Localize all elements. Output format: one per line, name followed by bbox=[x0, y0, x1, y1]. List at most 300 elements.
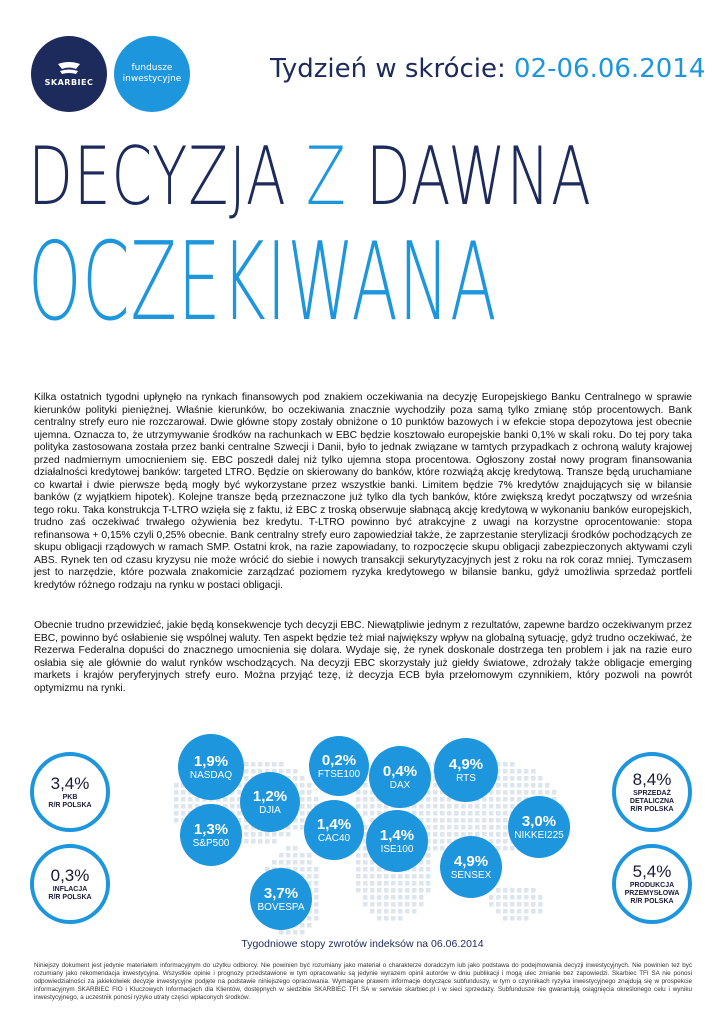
map-dot bbox=[356, 853, 361, 858]
map-dot bbox=[356, 888, 361, 893]
map-dot bbox=[307, 797, 312, 802]
skarbiec-logo-mark-icon bbox=[54, 62, 84, 76]
map-dot bbox=[489, 825, 494, 830]
map-dot bbox=[496, 832, 501, 837]
map-dot bbox=[363, 797, 368, 802]
map-dot bbox=[258, 832, 263, 837]
map-dot bbox=[510, 783, 515, 788]
map-dot bbox=[524, 783, 529, 788]
headline-word-z: Z bbox=[305, 130, 347, 223]
map-dot bbox=[356, 881, 361, 886]
stat-gdp-label1: PKB bbox=[62, 794, 78, 801]
map-dot bbox=[489, 797, 494, 802]
map-dot bbox=[524, 916, 529, 921]
map-dot bbox=[314, 797, 319, 802]
map-dot bbox=[244, 762, 249, 767]
stat-retail-label3: R/R POLSKA bbox=[630, 806, 674, 813]
map-dot bbox=[300, 804, 305, 809]
headline-line-2: OCZEKIWANA bbox=[28, 220, 498, 345]
map-dot bbox=[419, 881, 424, 886]
map-dot bbox=[419, 895, 424, 900]
map-dot bbox=[279, 762, 284, 767]
map-dot bbox=[391, 888, 396, 893]
map-dot bbox=[496, 825, 501, 830]
skarbiec-logo bbox=[31, 36, 107, 112]
map-dot bbox=[181, 804, 186, 809]
index-value-ise100: 1,4% bbox=[379, 826, 415, 844]
map-dot bbox=[461, 818, 466, 823]
map-dot bbox=[314, 902, 319, 907]
map-dot bbox=[517, 888, 522, 893]
map-dot bbox=[398, 902, 403, 907]
map-dot bbox=[307, 867, 312, 872]
map-dot bbox=[531, 888, 536, 893]
map-dot bbox=[433, 846, 438, 851]
index-value-bovespa: 3,7% bbox=[263, 884, 299, 902]
map-dot bbox=[412, 909, 417, 914]
map-dot bbox=[496, 797, 501, 802]
map-dot bbox=[377, 902, 382, 907]
map-dot bbox=[426, 888, 431, 893]
map-dot bbox=[398, 916, 403, 921]
map-dot bbox=[510, 902, 515, 907]
map-dot bbox=[433, 804, 438, 809]
map-dot bbox=[265, 762, 270, 767]
headline-line-1 bbox=[28, 130, 592, 223]
map-dot bbox=[230, 797, 235, 802]
map-dot bbox=[412, 874, 417, 879]
index-value-dax: 0,4% bbox=[382, 762, 418, 780]
map-dot bbox=[307, 783, 312, 788]
map-dot bbox=[545, 783, 550, 788]
map-dot bbox=[426, 881, 431, 886]
map-dot bbox=[314, 895, 319, 900]
map-dot bbox=[482, 797, 487, 802]
logo-sub-line2: inwestycyjne bbox=[122, 74, 182, 84]
map-dot bbox=[314, 888, 319, 893]
map-dot bbox=[293, 825, 298, 830]
map-dot bbox=[454, 825, 459, 830]
map-dot bbox=[279, 930, 284, 935]
map-dot bbox=[517, 895, 522, 900]
map-dot bbox=[363, 804, 368, 809]
map-dot bbox=[391, 874, 396, 879]
map-dot bbox=[307, 874, 312, 879]
map-dot bbox=[377, 916, 382, 921]
map-dot bbox=[391, 902, 396, 907]
map-dot bbox=[489, 811, 494, 816]
map-dot bbox=[370, 867, 375, 872]
map-dot bbox=[384, 888, 389, 893]
map-dot bbox=[454, 818, 459, 823]
map-dot bbox=[510, 797, 515, 802]
headline-word-decyzja: DECYZJA bbox=[28, 130, 306, 223]
map-dot bbox=[496, 839, 501, 844]
map-dot bbox=[188, 804, 193, 809]
map-dot bbox=[538, 776, 543, 781]
map-dot bbox=[174, 818, 179, 823]
index-name-sensex: SENSEX bbox=[450, 869, 492, 881]
map-dot bbox=[552, 790, 557, 795]
map-dot bbox=[356, 867, 361, 872]
map-dot bbox=[181, 811, 186, 816]
index-name-ftse100: FTSE100 bbox=[317, 768, 361, 780]
index-name-ise100: ISE100 bbox=[380, 843, 414, 855]
map-dot bbox=[363, 888, 368, 893]
map-dot bbox=[286, 860, 291, 865]
map-dot bbox=[475, 811, 480, 816]
map-dot bbox=[482, 832, 487, 837]
map-dot bbox=[412, 888, 417, 893]
map-dot bbox=[503, 846, 508, 851]
map-dot bbox=[503, 783, 508, 788]
map-dot bbox=[181, 790, 186, 795]
map-dot bbox=[244, 832, 249, 837]
map-dot bbox=[454, 811, 459, 816]
map-dot bbox=[370, 874, 375, 879]
map-dot bbox=[356, 874, 361, 879]
map-dot bbox=[440, 818, 445, 823]
map-dot bbox=[174, 783, 179, 788]
map-dot bbox=[517, 916, 522, 921]
map-dot bbox=[433, 790, 438, 795]
map-dot bbox=[384, 895, 389, 900]
map-dot bbox=[517, 909, 522, 914]
map-dot bbox=[503, 769, 508, 774]
map-dot bbox=[272, 860, 277, 865]
map-dot bbox=[314, 867, 319, 872]
map-dot bbox=[405, 881, 410, 886]
map-dot bbox=[377, 881, 382, 886]
map-dot bbox=[496, 888, 501, 893]
map-dot bbox=[489, 902, 494, 907]
map-dot bbox=[524, 790, 529, 795]
map-dot bbox=[405, 902, 410, 907]
map-dot bbox=[412, 902, 417, 907]
map-dot bbox=[510, 769, 515, 774]
map-dot bbox=[300, 923, 305, 928]
map-dot bbox=[384, 902, 389, 907]
map-dot bbox=[538, 790, 543, 795]
index-bubble-ftse100 bbox=[309, 736, 369, 796]
map-dot bbox=[356, 804, 361, 809]
map-dot bbox=[181, 797, 186, 802]
map-dot bbox=[307, 860, 312, 865]
map-dot bbox=[377, 909, 382, 914]
map-dot bbox=[363, 867, 368, 872]
map-dot bbox=[377, 895, 382, 900]
map-dot bbox=[293, 860, 298, 865]
map-dot bbox=[384, 881, 389, 886]
map-dot bbox=[230, 804, 235, 809]
index-name-rts: RTS bbox=[456, 772, 476, 784]
map-dot bbox=[531, 776, 536, 781]
map-dot bbox=[440, 804, 445, 809]
index-bubble-rts bbox=[434, 738, 498, 802]
map-dot bbox=[426, 825, 431, 830]
map-dot bbox=[293, 846, 298, 851]
map-dot bbox=[300, 860, 305, 865]
map-dot bbox=[510, 895, 515, 900]
index-value-sp500: 1,3% bbox=[193, 820, 229, 838]
map-dot bbox=[307, 916, 312, 921]
map-dot bbox=[363, 783, 368, 788]
map-dot bbox=[370, 895, 375, 900]
index-name-sp500: S&P500 bbox=[192, 837, 230, 849]
map-dot bbox=[174, 797, 179, 802]
map-dot bbox=[496, 783, 501, 788]
map-dot bbox=[398, 888, 403, 893]
map-dot bbox=[489, 804, 494, 809]
map-dot bbox=[475, 818, 480, 823]
map-dot bbox=[412, 881, 417, 886]
index-value-sensex: 4,9% bbox=[453, 852, 489, 870]
stat-inflation-value: 0,3% bbox=[50, 866, 90, 885]
map-dot bbox=[433, 811, 438, 816]
map-dot bbox=[538, 895, 543, 900]
map-dot bbox=[314, 881, 319, 886]
map-dot bbox=[300, 776, 305, 781]
map-dot bbox=[524, 776, 529, 781]
map-dot bbox=[503, 797, 508, 802]
map-dot bbox=[223, 797, 228, 802]
map-dot bbox=[279, 832, 284, 837]
stat-gdp-ring bbox=[30, 752, 110, 832]
map-dot bbox=[363, 860, 368, 865]
map-dot bbox=[174, 804, 179, 809]
map-dot bbox=[482, 825, 487, 830]
map-dot bbox=[510, 888, 515, 893]
map-dot bbox=[265, 832, 270, 837]
map-dot bbox=[489, 818, 494, 823]
map-dot bbox=[419, 874, 424, 879]
map-dot bbox=[307, 853, 312, 858]
stat-retail-ring bbox=[612, 752, 692, 832]
map-dot bbox=[433, 818, 438, 823]
headline-word-dawna: DAWNA bbox=[346, 130, 592, 223]
map-dot bbox=[531, 769, 536, 774]
map-dot bbox=[538, 909, 543, 914]
map-dot bbox=[405, 895, 410, 900]
map-dot bbox=[447, 825, 452, 830]
map-dot bbox=[531, 783, 536, 788]
map-dot bbox=[370, 881, 375, 886]
index-bubble-cac40 bbox=[304, 800, 364, 860]
map-dot bbox=[370, 804, 375, 809]
map-dot bbox=[531, 895, 536, 900]
map-dot bbox=[244, 839, 249, 844]
map-dot bbox=[363, 881, 368, 886]
index-bubble-sp500 bbox=[180, 804, 242, 866]
map-dot bbox=[524, 888, 529, 893]
map-dot bbox=[419, 902, 424, 907]
map-dot bbox=[412, 895, 417, 900]
map-dot bbox=[503, 902, 508, 907]
map-dot bbox=[405, 874, 410, 879]
index-name-djia: DJIA bbox=[259, 804, 281, 816]
map-dot bbox=[524, 769, 529, 774]
map-dot bbox=[370, 888, 375, 893]
map-dot bbox=[503, 818, 508, 823]
map-dot bbox=[356, 790, 361, 795]
stat-inflation-ring bbox=[30, 844, 110, 924]
stat-industry-label3: R/R POLSKA bbox=[630, 898, 674, 905]
map-dot bbox=[377, 888, 382, 893]
map-dot bbox=[531, 909, 536, 914]
map-dot bbox=[538, 783, 543, 788]
map-dot bbox=[363, 902, 368, 907]
map-dot bbox=[286, 853, 291, 858]
map-dot bbox=[496, 909, 501, 914]
map-dot bbox=[517, 790, 522, 795]
logo-brand-name: SKARBIEC bbox=[44, 77, 94, 87]
map-dot bbox=[496, 895, 501, 900]
stat-gdp-value: 3,4% bbox=[50, 774, 90, 793]
map-dot bbox=[286, 930, 291, 935]
map-dot bbox=[300, 783, 305, 788]
index-name-nikkei225: NIKKEI225 bbox=[514, 829, 564, 841]
map-dot bbox=[426, 804, 431, 809]
map-dot bbox=[300, 797, 305, 802]
map-dot bbox=[300, 930, 305, 935]
fundusze-badge bbox=[114, 36, 190, 112]
map-dot bbox=[398, 874, 403, 879]
map-dot bbox=[251, 832, 256, 837]
map-dot bbox=[370, 909, 375, 914]
map-dot bbox=[363, 811, 368, 816]
map-dot bbox=[482, 811, 487, 816]
map-dot bbox=[447, 811, 452, 816]
map-dot bbox=[300, 867, 305, 872]
index-value-cac40: 1,4% bbox=[316, 815, 352, 833]
map-dot bbox=[517, 902, 522, 907]
map-dot bbox=[440, 811, 445, 816]
map-dot bbox=[503, 832, 508, 837]
map-dot bbox=[503, 895, 508, 900]
map-dot bbox=[461, 825, 466, 830]
map-dot bbox=[447, 832, 452, 837]
week-dates: 02-06.06.2014 bbox=[514, 54, 706, 84]
map-dot bbox=[468, 804, 473, 809]
map-dot bbox=[538, 902, 543, 907]
map-dot bbox=[293, 776, 298, 781]
map-dot bbox=[517, 783, 522, 788]
map-dot bbox=[174, 790, 179, 795]
stat-retail-label2: DETALICZNA bbox=[629, 798, 675, 805]
map-dot bbox=[517, 769, 522, 774]
map-dot bbox=[433, 839, 438, 844]
map-dot bbox=[391, 916, 396, 921]
map-dot bbox=[517, 776, 522, 781]
index-name-bovespa: BOVESPA bbox=[257, 901, 305, 913]
map-dot bbox=[524, 895, 529, 900]
map-dot bbox=[426, 797, 431, 802]
legal-disclaimer: Niniejszy dokument jest jedynie materiałem informacyjnym do użytku odbiorcy. Nie powinien być rozumiany jako materiał o charakterze doradczym lub jako podstawa do podejmowania decyzji inwestycyjnych. Nie powinien też być rozumiany jako rekomendacja inwestycyjna. Wszystkie opinie i prognozy przedstawione w tym opracowaniu są jedynie wyrazem opinii autorów w dniu publikacji i mogą ulec zmianie bez zapowiedzi. Skarbiec TFI SA nie ponosi odpowiedzialności za jakiekolwiek decyzje inwestycyjne podjęte na podstawie niniejszego opracowania. Wymagane prawem informacje dotyczące subfunduszy, w tym o czynnikach ryzyka inwestycyjnego znajdują się w prospekcie informacyjnym SKARBIEC FIO i Kluczowych Informacjach dla Klientów, dostępnych w siedzibie SKARBIEC TFI SA w serwisie skarbiec.pl i w sieci sprzedaży. Subfundusze nie gwarantują osiągnięcia określonego celu i wyniku inwestycyjnego, a uczestnik ponosi ryzyko utraty części wpłaconych środków. bbox=[34, 962, 692, 1001]
map-dot bbox=[174, 811, 179, 816]
map-dot bbox=[524, 902, 529, 907]
index-value-djia: 1,2% bbox=[252, 787, 288, 805]
map-dot bbox=[293, 769, 298, 774]
index-name-nasdaq: NASDAQ bbox=[189, 769, 233, 781]
map-dot bbox=[545, 790, 550, 795]
map-dot bbox=[419, 867, 424, 872]
index-bubble-ise100 bbox=[366, 810, 428, 872]
map-dot bbox=[503, 790, 508, 795]
map-dot bbox=[286, 832, 291, 837]
map-dot bbox=[510, 790, 515, 795]
map-dot bbox=[314, 874, 319, 879]
map-dot bbox=[433, 825, 438, 830]
map-dot bbox=[293, 930, 298, 935]
map-dot bbox=[307, 790, 312, 795]
map-dot bbox=[384, 909, 389, 914]
map-dot bbox=[286, 769, 291, 774]
index-value-ftse100: 0,2% bbox=[321, 751, 357, 769]
map-dot bbox=[188, 797, 193, 802]
map-dot bbox=[503, 776, 508, 781]
map-dot bbox=[286, 846, 291, 851]
map-dot bbox=[468, 818, 473, 823]
map-dot bbox=[426, 818, 431, 823]
map-dot bbox=[510, 846, 515, 851]
map-dot bbox=[307, 804, 312, 809]
article-paragraph-1: Kilka ostatnich tygodni upłynęło na rynkach finansowych pod znakiem oczekiwania na decyzję Europejskiego Banku Centralnego w sprawie kierunków polityki pieniężnej. Właśnie kierunków, bo oczekiwania znacznie wychodziły poza samą tylko zmianę stóp procentowych. Bank centralny strefy euro nie rozczarował. Dwie główne stopy zostały obniżone o 10 punktów bazowych i w efekcie stopa depozytowa jest obecnie ujemna. Oznacza to, że utrzymywanie środków na rachunkach w EBC będzie kosztowało europejskie banki 0,1% w skali roku. Do tej pory taka polityka zastosowana została przez banki centralne Szwecji i Danii, było to jednak związane w tamtych przypadkach z ochroną waluty krajowej przed nadmiernym umocnieniem się. EBC poszedł dalej niż tylko ujemna stopa procentowa. Ogłoszony został nowy program finansowania działalności kredytowej banków: targeted LTRO. Będzie on skierowany do banków, które rozwiążą akcję kredytową. Transze będą uruchamiane co kwartał i dwie pierwsze będą mogły być wykorzystane przez wszystkie banki. Limitem będzie 7% kredytów znajdujących się w bilansie banków (z wyjątkiem hipotek). Kolejne transze będą przeznaczone już tylko dla tych banków, które zwiększą kredyt początwszy od września tego roku. Taka konstrukcja T-LTRO wzięła się z faktu, iż EBC z troską obserwuje słabnącą akcję kredytową w wykonaniu banków europejskich, trudno zaś oczekiwać trwałego ożywienia bez kredytu. T-LTRO powinno być atrakcyjne z uwagi na korzystne oprocentowanie: stopa refinansowa + 0,15% czyli 0,25% obecnie. Bank centralny strefy euro zapowiedział także, że zaprzestanie sterylizacji środków pochodzących ze skupu obligacji rządowych w ramach SMP. Ostatni krok, na razie zapowiadany, to rozpoczęcie skupu obligacji zabezpieczonych aktywami czyli ABS. Rynek ten od czasu kryzysu nie może wrócić do siebie i nowych transakcji sekurytyzacyjnych jest z roku na rok coraz mniej. Tymczasem jest to narzędzie, które pozwala znakomicie zarządzać poziomem ryzyka kredytowego w bilansie banku, gdyż umożliwia sprzedaż portfeli kredytów różnego rodzaju na rynku w postaci obligacji. bbox=[34, 392, 692, 591]
stat-industry-value: 5,4% bbox=[632, 862, 672, 881]
index-name-dax: DAX bbox=[389, 779, 411, 791]
article-paragraph-2: Obecnie trudno przewidzieć, jakie będą konsekwencje tych decyzji EBC. Niewątpliwie jednym z rezultatów, zapewne bardzo oczekiwanym przez EBC, powinno być osłabienie się wspólnej waluty. Ten aspekt będzie też miał największy wpływ na globalną sytuację, gdyż trudno oczekiwać, że Rezerwa Federalna dopuści do znacznego umocnienia się dolara. Wydaje się, że rynek doskonale dostrzega ten problem i jak na razie euro osłabia się ale głównie do walut rynków wschodzących. Na decyzji EBC skorzystały już giełdy światowe, zdrożały także obligacje emerging markets i krajów peryferyjnych strefy euro. Można przyjąć tezę, iż decyzja ECB była przełomowym czynnikiem, który pozwoli na powrót optymizmu na rynki. bbox=[34, 620, 692, 694]
map-dot bbox=[454, 832, 459, 837]
map-dot bbox=[300, 853, 305, 858]
map-dot bbox=[405, 888, 410, 893]
map-dot bbox=[419, 804, 424, 809]
logo-sub-line1: fundusze bbox=[131, 63, 173, 73]
map-dot bbox=[510, 762, 515, 767]
index-bubble-djia bbox=[240, 772, 300, 832]
map-dot bbox=[496, 804, 501, 809]
map-dot bbox=[468, 825, 473, 830]
map-dot bbox=[461, 811, 466, 816]
map-dot bbox=[503, 909, 508, 914]
map-dot bbox=[454, 804, 459, 809]
map-dot bbox=[496, 902, 501, 907]
map-dot bbox=[398, 909, 403, 914]
map-dot bbox=[482, 804, 487, 809]
stat-industry-ring bbox=[612, 844, 692, 924]
stat-retail-value: 8,4% bbox=[632, 770, 672, 789]
stat-inflation-label2: R/R POLSKA bbox=[48, 894, 92, 901]
index-value-rts: 4,9% bbox=[448, 755, 484, 773]
map-dot bbox=[272, 839, 277, 844]
map-dot bbox=[300, 811, 305, 816]
map-dot bbox=[510, 776, 515, 781]
index-bubble-sensex bbox=[440, 836, 502, 898]
map-dot bbox=[244, 769, 249, 774]
map-dot bbox=[370, 811, 375, 816]
map-dot bbox=[391, 895, 396, 900]
map-dot bbox=[363, 790, 368, 795]
map-dot bbox=[251, 769, 256, 774]
map-dot bbox=[356, 797, 361, 802]
map-dot bbox=[440, 832, 445, 837]
map-dot bbox=[426, 860, 431, 865]
map-dot bbox=[300, 818, 305, 823]
map-dot bbox=[363, 895, 368, 900]
stat-retail-label1: SPRZEDAŻ bbox=[633, 790, 671, 797]
map-dot bbox=[496, 818, 501, 823]
map-dot bbox=[496, 811, 501, 816]
map-dot bbox=[468, 811, 473, 816]
week-summary-title bbox=[270, 54, 705, 84]
